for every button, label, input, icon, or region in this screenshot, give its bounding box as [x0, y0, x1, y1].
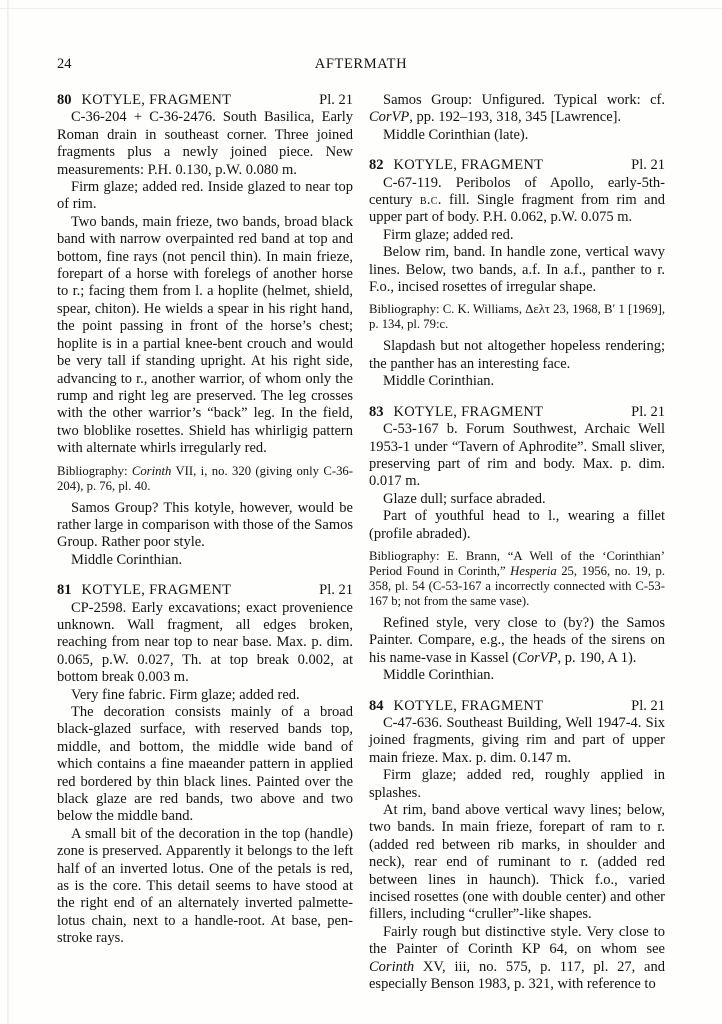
- text-run: Samos Group? This kotyle, however, would be rather large in comparison with those of the Samos Group. Rather poor style.: [57, 499, 353, 551]
- entry-heading-text: [57, 92, 231, 109]
- text-run: Samos Group: Unfigured. Typical work: cf.: [383, 92, 665, 108]
- body-paragraph: [369, 244, 665, 296]
- running-head: AFTERMATH: [314, 56, 408, 72]
- plate-reference: Pl. 21: [319, 92, 353, 108]
- body-paragraph: [57, 500, 353, 552]
- scan-page-edge-top: [0, 8, 722, 9]
- body-paragraph: [369, 175, 665, 227]
- body-paragraph: [369, 373, 665, 390]
- text-run: C-67-119. Peribolos of Apollo, early-5th-century: [369, 174, 665, 209]
- bibliography-paragraph: [57, 464, 353, 494]
- text-run: C-53-167 b. Forum Southwest, Archaic Well 1953-1 under “Tavern of Aphrodite”. Small sliver, preserving part of rim and body. Max. p. dim. 0.017 m.: [369, 421, 665, 490]
- bibliography-paragraph: [369, 302, 665, 332]
- body-paragraph: [369, 615, 665, 667]
- text-run: fill. Single fragment from rim and upper part of body. P.H. 0.062, p.W. 0.075 m.: [369, 192, 665, 226]
- body-paragraph: [369, 667, 665, 684]
- entry-heading-text: [369, 698, 543, 715]
- plate-reference: Pl. 21: [631, 403, 665, 420]
- plate-reference: Pl. 21: [631, 697, 665, 714]
- body-paragraph: [369, 127, 665, 144]
- scan-page-edge-left: [7, 0, 9, 1024]
- text-columns: [57, 92, 665, 993]
- text-run: Part of youthful head to l., wearing a fillet (profile abraded).: [369, 508, 665, 542]
- body-paragraph: [369, 767, 665, 802]
- entry-title: KOTYLE, FRAGMENT: [393, 403, 544, 420]
- body-paragraph: [369, 715, 665, 767]
- entry-heading-text: [369, 404, 543, 421]
- text-run: , pp. 192–193, 318, 345 [Lawrence].: [409, 109, 622, 126]
- body-paragraph: [57, 552, 353, 569]
- text-run: Bibliography: C. K. Williams, Δελτ 23, 1968, Β′ 1 [1969], p. 134, pl. 79:c.: [369, 302, 665, 332]
- body-paragraph: [57, 179, 353, 214]
- entry-title: KOTYLE, FRAGMENT: [81, 92, 232, 108]
- plate-reference: Pl. 21: [319, 582, 353, 599]
- bibliography-paragraph: [369, 549, 665, 609]
- text-run: C-47-636. Southeast Building, Well 1947-4. Six joined fragments, giving rim and part of upper main frieze. Max. p. dim. 0.147 m.: [369, 714, 665, 766]
- body-paragraph: [57, 826, 353, 948]
- text-run: Middle Corinthian (late).: [383, 126, 529, 143]
- text-run: Firm glaze; added red.: [383, 226, 514, 243]
- text-run: Refined style, very close to (by?) the Samos Painter. Compare, e.g., the heads of the sirens on his name-vase in Kassel (: [369, 614, 665, 666]
- text-run: C-36-204 + C-36-2476. South Basilica, Early Roman drain in southeast corner. Three joined fragments plus a newly joined piece. New measurements: P.H. 0.130, p.W. 0.080 m.: [57, 109, 353, 178]
- text-run: Firm glaze; added red, roughly applied in splashes.: [369, 767, 665, 801]
- body-paragraph: [57, 704, 353, 826]
- text-run: Middle Corinthian.: [383, 373, 495, 390]
- body-paragraph: [369, 92, 665, 127]
- italic-text: Hesperia: [510, 563, 557, 578]
- body-paragraph: [57, 687, 353, 704]
- text-run: VII, i, no. 320 (giving only C-36-204), p. 76, pl. 40.: [57, 463, 354, 493]
- text-run: Fairly rough but distinctive style. Very close to the Painter of Corinth KP 64, on whom see: [369, 923, 665, 958]
- italic-text: Corinth: [131, 463, 172, 478]
- entry-title: KOTYLE, FRAGMENT: [393, 157, 544, 174]
- entry-number: 80: [57, 92, 72, 108]
- body-paragraph: [369, 508, 665, 543]
- body-paragraph: [57, 109, 353, 179]
- column-left: [57, 92, 353, 993]
- entry-number: 82: [369, 157, 384, 174]
- text-run: The decoration consists mainly of a broad black-glazed surface, with reserved bands top, middle, and bottom, the middle wide band of which contains a fine maeander pattern in applied red bordered by thin black lines. Painted over the black glaze are red bands, two above and two below the middle band.: [57, 704, 353, 825]
- text-run: Glaze dull; surface abraded.: [383, 490, 546, 507]
- text-run: Bibliography:: [57, 463, 132, 478]
- text-run: Two bands, main frieze, two bands, broad black band with narrow overpainted red band at top and bottom, fine rays (not pencil thin). In main frieze, forepart of a horse with forelegs of another horse to r.; facing them from l. a hoplite (helmet, shield, spear, chiton). He wields a spear in his right hand, the point passing in front of the horse’s chest; hoplite is in a partial knee-bent crouch and would be very tall if standing upright. At his right side, advancing to r., another warrior, of whom only the rump and right leg are preserved. The leg crosses with the other warrior’s “back” leg. In the field, two bloblike rosettes. Shield has whirligig pattern with alternate whirls irregularly red.: [57, 213, 353, 457]
- entry-header: [369, 404, 665, 421]
- italic-text: CorVP: [369, 109, 410, 126]
- smallcaps-text: b.c.: [419, 192, 442, 209]
- entry-title: KOTYLE, FRAGMENT: [81, 582, 232, 599]
- text-run: At rim, band above vertical wavy lines; below, two bands. In main frieze, forepart of ram to r. (added red between rib marks, in shoulder and neck), rear end of ruminant to r. (added red between lines in haunch). Thick f.o., varied incised rosettes (one with double center) and other fillers, including “cruller”-like shapes.: [369, 802, 665, 923]
- body-paragraph: [57, 600, 353, 687]
- entry-header: [369, 157, 665, 174]
- text-run: CP-2598. Early excavations; exact provenience unknown. Wall fragment, all edges broken, reaching from near top to near base. Max. p. dim. 0.065, p.W. 0.027, Th. at top break 0.002, at bottom break 0.003 m.: [57, 599, 353, 686]
- body-paragraph: [369, 802, 665, 924]
- text-run: Middle Corinthian.: [71, 551, 183, 568]
- text-run: A small bit of the decoration in the top (handle) zone is preserved. Apparently it belongs to the left half of an inverted lotus. One of the petals is red, as is the core. This detail seems to have stood at the right end of an alternately inverted palmette-lotus chain, next to a handle-root. At base, pen-stroke rays.: [57, 825, 353, 947]
- entry-number: 81: [57, 582, 72, 599]
- body-paragraph: [369, 491, 665, 508]
- text-run: Below rim, band. In handle zone, vertical wavy lines. Below, two bands, a.f. In a.f., panther to r. F.o., incised rosettes of irregular shape.: [369, 244, 665, 296]
- entry-heading-text: [369, 157, 543, 174]
- entry-header: [369, 698, 665, 715]
- entry-heading-text: [57, 582, 231, 599]
- italic-text: CorVP: [517, 649, 558, 666]
- text-run: Slapdash but not altogether hopeless rendering; the panther has an interesting face.: [369, 338, 665, 372]
- body-paragraph: [57, 214, 353, 458]
- column-right: [369, 92, 665, 993]
- text-run: Very fine fabric. Firm glaze; added red.: [71, 686, 300, 703]
- body-paragraph: [369, 421, 665, 491]
- text-run: Bibliography: E. Brann, “A Well of the ‘Corinthian’ Period Found in Corinth,”: [369, 548, 665, 578]
- plate-reference: Pl. 21: [631, 157, 665, 174]
- text-run: Middle Corinthian.: [383, 667, 495, 684]
- italic-text: Corinth: [369, 958, 415, 975]
- entry-number: 84: [369, 697, 384, 714]
- text-run: , p. 190, A 1).: [557, 649, 637, 666]
- text-run: Firm glaze; added red. Inside glazed to near top of rim.: [57, 179, 353, 213]
- page-number: 24: [57, 56, 72, 72]
- text-run: XV, iii, no. 575, p. 117, pl. 27, and especially Benson 1983, p. 321, with reference to: [369, 958, 665, 993]
- body-paragraph: [369, 338, 665, 373]
- entry-title: KOTYLE, FRAGMENT: [393, 697, 544, 714]
- entry-header: [57, 92, 353, 109]
- entry-number: 83: [369, 403, 384, 420]
- body-paragraph: [369, 227, 665, 244]
- entry-header: [57, 582, 353, 599]
- body-paragraph: [369, 924, 665, 994]
- text-run: 25, 1956, no. 19, p. 358, pl. 54 (C-53-167 a incorrectly connected with C-53-167 b; not from the same vase).: [369, 563, 666, 608]
